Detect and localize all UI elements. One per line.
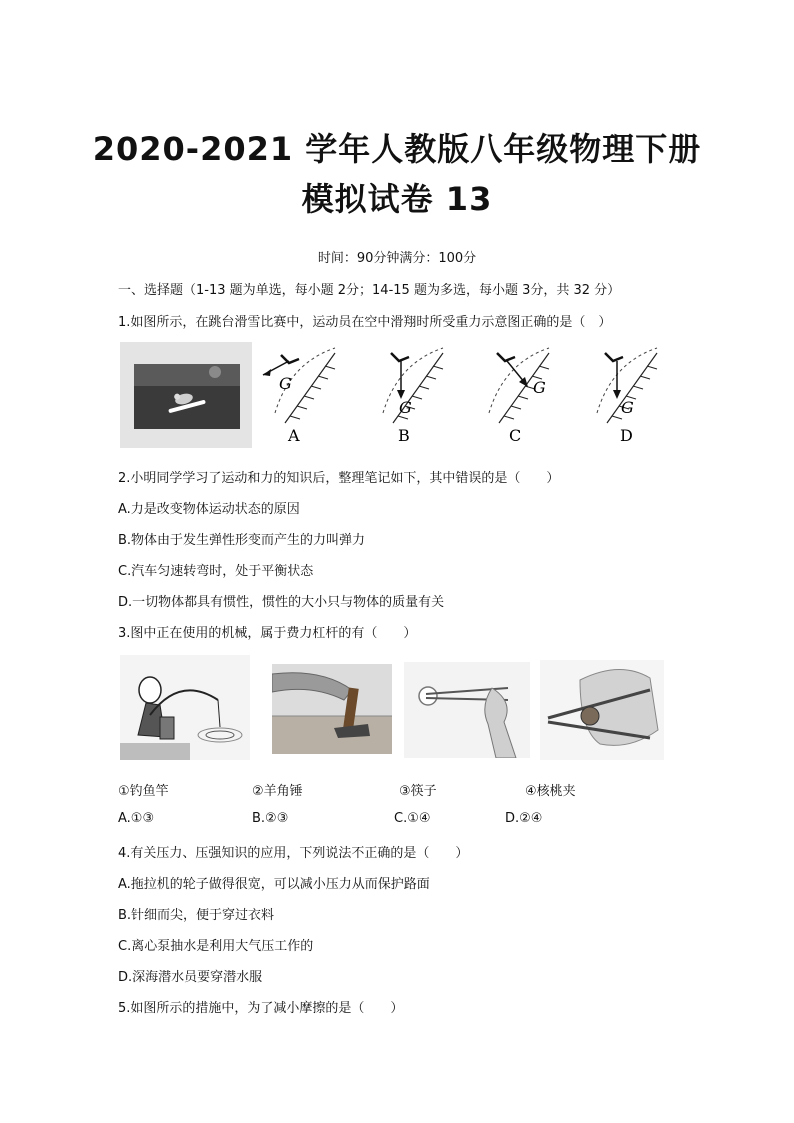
ski-jump-photo-graphic [120, 342, 252, 448]
diagram-b-label: B [398, 426, 410, 445]
diagram-b-force-label: G [399, 398, 412, 417]
question-2-option-a: A.力是改变物体运动状态的原因 [118, 502, 300, 517]
question-1-stem: 1.如图所示，在跳台滑雪比赛中，运动员在空中滑翔时所受重力示意图正确的是（ ） [118, 315, 612, 330]
gravity-diagram-options [255, 343, 667, 448]
question-4-option-b: B.针细而尖，便于穿过衣料 [118, 908, 275, 923]
fishing-rod-graphic [120, 655, 250, 760]
chopsticks-picture [404, 662, 530, 758]
diagram-a-force-label: G [279, 374, 292, 393]
exam-title-line1: 2020-2021 学年人教版八年级物理下册 [92, 130, 702, 168]
nutcracker-picture [540, 660, 664, 760]
caption-claw-hammer: ②羊角锤 [252, 784, 303, 799]
caption-nutcracker: ④核桃夹 [525, 784, 576, 799]
diagram-a-label: A [288, 426, 300, 445]
diagram-d-label: D [620, 426, 633, 445]
question-2-option-b: B.物体由于发生弹性形变而产生的力叫弹力 [118, 533, 366, 548]
fishing-rod-picture [120, 655, 250, 760]
claw-hammer-picture [272, 664, 392, 754]
question-5-stem: 5.如图所示的措施中，为了减小摩擦的是（ ） [118, 1001, 404, 1016]
nutcracker-graphic [540, 660, 664, 760]
question-3-option-a: A.①③ [118, 811, 155, 826]
caption-chopsticks: ③筷子 [399, 784, 437, 799]
question-2-option-c: C.汽车匀速转弯时，处于平衡状态 [118, 564, 314, 579]
section-heading: 一、选择题（1-13 题为单选，每小题 2分；14-15 题为多选，每小题 3分，共 32 分） [118, 283, 621, 298]
question-3-stem: 3.图中正在使用的机械，属于费力杠杆的有（ ） [118, 626, 417, 641]
chopsticks-graphic [404, 662, 530, 758]
caption-fishing-rod: ①钓鱼竿 [118, 784, 169, 799]
question-2-stem: 2.小明同学学习了运动和力的知识后，整理笔记如下，其中错误的是（ ） [118, 471, 560, 486]
question-4-stem: 4.有关压力、压强知识的应用，下列说法不正确的是（ ） [118, 846, 469, 861]
question-4-option-d: D.深海潜水员要穿潜水服 [118, 970, 263, 985]
question-3-option-d: D.②④ [505, 811, 543, 826]
question-4-option-a: A.拖拉机的轮子做得很宽，可以减小压力从而保护路面 [118, 877, 430, 892]
diagram-d-force-label: G [621, 398, 634, 417]
diagram-b [383, 348, 443, 423]
question-3-option-c: C.①④ [394, 811, 431, 826]
claw-hammer-graphic [272, 664, 392, 754]
diagram-c-force-label: G [533, 378, 546, 397]
exam-title-line2: 模拟试卷 13 [301, 180, 493, 218]
question-3-option-b: B.②③ [252, 811, 289, 826]
question-4-option-c: C.离心泵抽水是利用大气压工作的 [118, 939, 314, 954]
diagram-a [263, 348, 335, 423]
question-2-option-d: D.一切物体都具有惯性，惯性的大小只与物体的质量有关 [118, 595, 445, 610]
ski-jump-photo [120, 342, 252, 448]
exam-time-info: 时间：90分钟满分：100分 [317, 251, 477, 266]
diagram-c-label: C [509, 426, 522, 445]
